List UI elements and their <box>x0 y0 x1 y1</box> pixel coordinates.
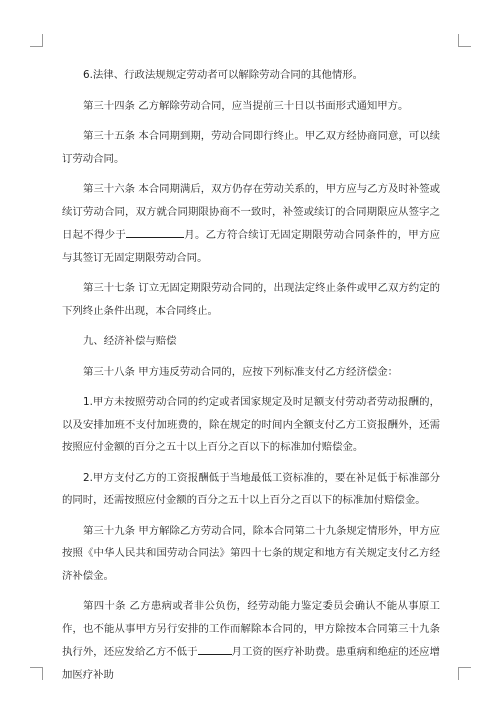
fill-in-blank-months-wage <box>198 640 232 655</box>
crop-mark-top-right <box>458 34 471 47</box>
article-40-text-before: 第四十条 乙方患病或者非公负伤，经劳动能力鉴定委员会确认不能从事原工作，也不能从事甲方另行安排的工作而解除本合同的，甲方除按本合同第三十九条执行外，还应发给乙方不低于 <box>62 600 440 658</box>
paragraph-article-36 <box>62 178 440 269</box>
paragraph-article-40 <box>62 595 440 686</box>
paragraph-article-39: 第三十九条 甲方解除乙方劳动合同，除本合同第二十九条规定情形外，甲方应按照《中华人民共和国劳动合同法》第四十七条的规定和地方有关规定支付乙方经济补偿金。 <box>62 524 440 582</box>
paragraph-article-35: 第三十五条 本合同期到期，劳动合同即行终止。甲乙双方经协商同意，可以续订劳动合同。 <box>62 130 440 165</box>
article-40-text-after: 月工资的医疗补助费。患重病和绝症的还应增加医疗补助 <box>62 646 440 681</box>
paragraph-item-1: 1.甲方未按照劳动合同的约定或者国家规定及时足额支付劳动者劳动报酬的，以及安排加班不支付加班费的，除在规定的时间内全额支付乙方工资报酬外，还需按照应付金额的百分之五十以上百分之百以下的标准加付赔偿金。 <box>62 396 440 453</box>
fill-in-blank-months <box>126 223 184 238</box>
paragraph-article-38: 第三十八条 甲方违反劳动合同的，应按下列标准支付乙方经济偿金： <box>83 365 399 378</box>
document-body <box>62 64 440 694</box>
paragraph-clause-6: 6.法律、行政法规规定劳动者可以解除劳动合同的其他情形。 <box>83 69 364 81</box>
article-36-text-before: 第三十六条 本合同期满后，双方仍存在劳动关系的，甲方应与乙方及时补签或续订劳动合同，双方就合同期限协商不一致时，补签或续订的合同期限应从签字之日起不得少于 <box>62 183 440 241</box>
crop-mark-top-left <box>30 34 43 47</box>
section-heading-compensation: 九、经济补偿与赔偿 <box>83 335 177 347</box>
paragraph-article-37: 第三十七条 订立无固定期限劳动合同的，出现法定终止条件或甲乙双方约定的下列终止条件出现，本合同终止。 <box>62 282 440 317</box>
crop-mark-bottom-right <box>458 667 471 680</box>
paragraph-article-34: 第三十四条 乙方解除劳动合同，应当提前三十日以书面形式通知甲方。 <box>83 99 409 112</box>
paragraph-item-2: 2.甲方支付乙方的工资报酬低于当地最低工资标准的，要在补足低于标准部分的同时，还需按照应付金额的百分之五十以上百分之百以下的标准加付赔偿金。 <box>62 471 440 506</box>
crop-mark-bottom-left <box>30 667 43 680</box>
article-36-text-after: 月。乙方符合续订无固定期限劳动合同条件的，甲方应与其签订无固定期限劳动合同。 <box>62 229 440 264</box>
